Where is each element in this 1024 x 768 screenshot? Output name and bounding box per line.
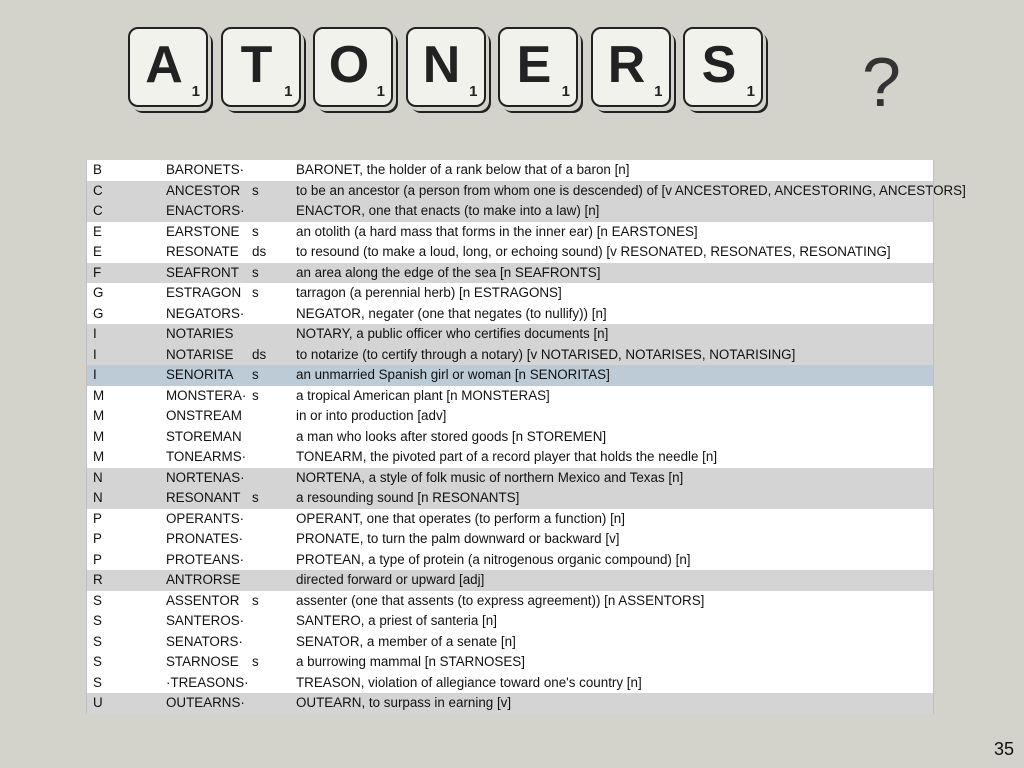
row-letter: E <box>93 244 102 259</box>
table-row[interactable] <box>87 160 933 181</box>
letter-tile <box>406 27 486 107</box>
table-row[interactable] <box>87 673 933 694</box>
row-letter: I <box>93 326 97 341</box>
row-hooks: s <box>252 654 259 669</box>
row-letter: E <box>93 223 102 239</box>
table-row[interactable] <box>87 283 933 304</box>
row-letter: M <box>93 428 105 444</box>
table-row[interactable] <box>87 591 933 612</box>
table-row[interactable] <box>87 406 933 427</box>
row-definition: a tropical American plant [n MONSTERAS] <box>296 387 550 403</box>
letter-tile <box>498 27 578 107</box>
tile-points: 1 <box>191 83 200 100</box>
row-definition: to be an ancestor (a person from whom one is descended) of [v ANCESTORED, ANCESTORING, ANCESTORS] <box>296 182 966 198</box>
table-row[interactable] <box>87 570 933 591</box>
row-hooks: s <box>252 490 259 505</box>
tile-letter: T <box>240 36 273 94</box>
row-letter: C <box>93 203 103 218</box>
row-definition: NEGATOR, negater (one that negates (to nullify)) [n] <box>296 305 607 321</box>
row-definition: an unmarried Spanish girl or woman [n SENORITAS] <box>296 367 610 382</box>
tile-letter: O <box>328 36 370 94</box>
row-word: ·TREASONS· <box>166 674 249 690</box>
tile-points: 1 <box>469 83 478 100</box>
table-row[interactable] <box>87 365 933 386</box>
row-definition: to notarize (to certify through a notary) [v NOTARISED, NOTARISES, NOTARISING] <box>296 346 796 362</box>
row-word: SANTEROS· <box>166 613 245 628</box>
row-definition: an otolith (a hard mass that forms in the inner ear) [n EARSTONES] <box>296 223 698 239</box>
row-definition: tarragon (a perennial herb) [n ESTRAGONS] <box>296 285 562 300</box>
tile-letter: S <box>701 36 737 94</box>
row-definition: a burrowing mammal [n STARNOSES] <box>296 654 525 669</box>
letter-tile <box>591 27 671 107</box>
anagram-table <box>86 160 966 714</box>
row-letter: F <box>93 264 102 280</box>
row-letter: C <box>93 182 103 198</box>
row-definition: NORTENA, a style of folk music of northern Mexico and Texas [n] <box>296 469 684 485</box>
page-number: 35 <box>993 739 1014 759</box>
table-row[interactable] <box>87 632 933 653</box>
row-letter: R <box>93 572 103 587</box>
tile-points: 1 <box>376 83 385 100</box>
tile-points: 1 <box>654 83 663 100</box>
row-definition: a man who looks after stored goods [n STOREMEN] <box>296 428 607 444</box>
table-row[interactable] <box>87 201 933 222</box>
row-letter: S <box>93 592 102 608</box>
row-word: NORTENAS· <box>166 469 245 485</box>
row-word: PRONATES· <box>166 531 244 546</box>
row-definition: a resounding sound [n RESONANTS] <box>296 490 520 505</box>
letter-tile <box>683 27 763 107</box>
row-letter: S <box>93 613 102 628</box>
row-word: NOTARIES <box>166 326 234 341</box>
row-letter: P <box>93 551 102 567</box>
row-definition: PROTEAN, a type of protein (a nitrogenous organic compound) [n] <box>296 551 691 567</box>
row-word: ENACTORS· <box>166 203 245 218</box>
row-word: RESONANT <box>166 490 241 505</box>
table-row[interactable] <box>87 345 933 366</box>
row-hooks: s <box>252 592 259 608</box>
row-definition: OUTEARN, to surpass in earning [v] <box>296 695 512 710</box>
row-word: STOREMAN <box>166 428 242 444</box>
row-word: NOTARISE <box>166 346 234 362</box>
table-row[interactable] <box>87 447 933 468</box>
letter-tile <box>128 27 208 107</box>
row-definition: an area along the edge of the sea [n SEAFRONTS] <box>296 264 601 280</box>
row-definition: directed forward or upward [adj] <box>296 572 485 587</box>
row-word: SEAFRONT <box>166 264 239 280</box>
tile-points: 1 <box>284 83 293 100</box>
row-letter: P <box>93 510 102 526</box>
row-definition: TONEARM, the pivoted part of a record player that holds the needle [n] <box>296 449 718 464</box>
row-word: EARSTONE <box>166 223 240 239</box>
row-letter: M <box>93 449 105 464</box>
row-word: ANCESTOR <box>166 182 241 198</box>
row-word: TONEARMS· <box>166 449 247 464</box>
table-row[interactable] <box>87 488 933 509</box>
table-row[interactable] <box>87 324 933 345</box>
tile-letter: E <box>516 36 552 94</box>
row-word: NEGATORS· <box>166 305 245 321</box>
row-definition: BARONET, the holder of a rank below that of a baron [n] <box>296 162 630 177</box>
row-letter: G <box>93 305 104 321</box>
letter-tile <box>313 27 393 107</box>
tile-letter: N <box>422 36 461 94</box>
table-row[interactable] <box>87 611 933 632</box>
row-definition: SENATOR, a member of a senate [n] <box>296 633 516 649</box>
row-word: ANTRORSE <box>166 572 241 587</box>
row-word: ESTRAGON <box>166 285 242 300</box>
row-letter: M <box>93 408 105 423</box>
row-definition: to resound (to make a loud, long, or echoing sound) [v RESONATED, RESONATES, RESONATING] <box>296 244 891 259</box>
letter-tile <box>221 27 301 107</box>
table-row[interactable] <box>87 427 933 448</box>
table-row[interactable] <box>87 263 933 284</box>
row-hooks: s <box>252 182 259 198</box>
row-hooks: ds <box>252 346 267 362</box>
row-word: STARNOSE <box>166 654 239 669</box>
table-row[interactable] <box>87 242 933 263</box>
row-hooks: ds <box>252 244 267 259</box>
row-letter: M <box>93 387 105 403</box>
tile-letter: A <box>145 36 183 94</box>
table-row[interactable] <box>87 468 933 489</box>
row-definition: ENACTOR, one that enacts (to make into a law) [n] <box>296 203 600 218</box>
row-letter: P <box>93 531 102 546</box>
row-definition: PRONATE, to turn the palm downward or backward [v] <box>296 531 620 546</box>
row-letter: S <box>93 654 102 669</box>
tile-points: 1 <box>746 83 755 100</box>
table-row[interactable] <box>87 693 933 714</box>
row-letter: I <box>93 367 97 382</box>
row-letter: G <box>93 285 104 300</box>
row-definition: OPERANT, one that operates (to perform a function) [n] <box>296 510 625 526</box>
table-row[interactable] <box>87 529 933 550</box>
row-definition: NOTARY, a public officer who certifies documents [n] <box>296 326 609 341</box>
tile-letter: R <box>607 36 646 94</box>
row-definition: assenter (one that assents (to express agreement)) [n ASSENTORS] <box>296 592 705 608</box>
row-letter: S <box>93 633 102 649</box>
table-row[interactable] <box>87 222 933 243</box>
row-word: ONSTREAM <box>166 408 242 423</box>
row-letter: I <box>93 346 97 362</box>
table-row[interactable] <box>87 509 933 530</box>
question-mark: ? <box>862 43 901 121</box>
row-word: MONSTERA· <box>166 387 247 403</box>
row-word: OPERANTS· <box>166 510 245 526</box>
row-word: ASSENTOR <box>166 592 240 608</box>
row-word: SENATORS· <box>166 633 243 649</box>
table-row[interactable] <box>87 181 966 202</box>
table-row[interactable] <box>87 550 933 571</box>
row-definition: SANTERO, a priest of santeria [n] <box>296 613 497 628</box>
table-row[interactable] <box>87 304 933 325</box>
row-letter: S <box>93 674 102 690</box>
row-hooks: s <box>252 367 259 382</box>
row-hooks: s <box>252 387 259 403</box>
row-hooks: s <box>252 285 259 300</box>
row-word: PROTEANS· <box>166 551 245 567</box>
table-row[interactable] <box>87 652 933 673</box>
row-word: OUTEARNS· <box>166 695 245 710</box>
row-definition: in or into production [adv] <box>296 408 447 423</box>
row-hooks: s <box>252 223 259 239</box>
row-word: RESONATE <box>166 244 239 259</box>
row-hooks: s <box>252 264 259 280</box>
row-word: SENORITA <box>166 367 234 382</box>
tile-points: 1 <box>561 83 570 100</box>
row-word: BARONETS· <box>166 162 245 177</box>
row-letter: B <box>93 162 102 177</box>
row-letter: U <box>93 695 103 710</box>
table-row[interactable] <box>87 386 933 407</box>
row-letter: N <box>93 490 103 505</box>
row-letter: N <box>93 469 103 485</box>
row-definition: TREASON, violation of allegiance toward one's country [n] <box>296 674 642 690</box>
